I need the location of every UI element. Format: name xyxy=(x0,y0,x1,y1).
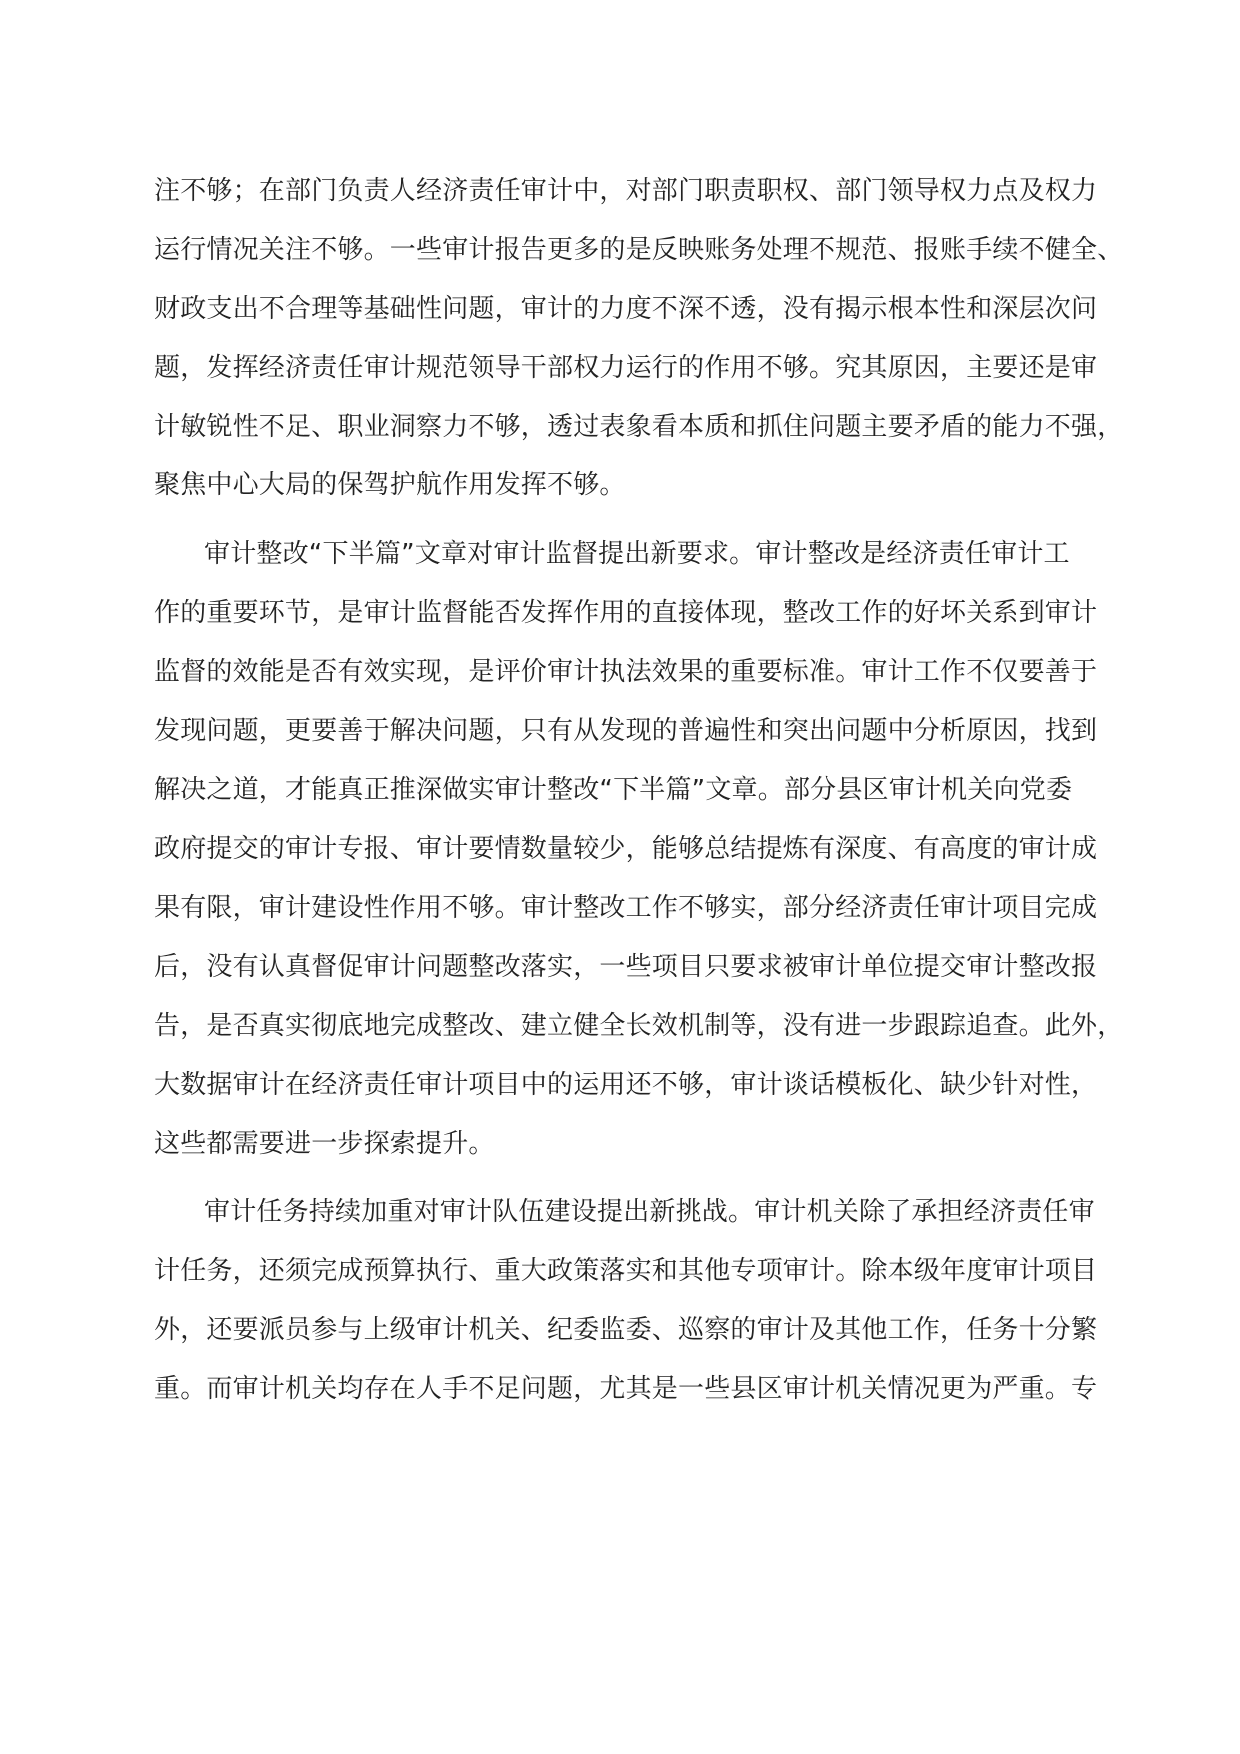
text-line: 运行情况关注不够。一些审计报告更多的是反映账务处理不规范、报账手续不健全、 xyxy=(154,235,1124,265)
text-line: 大数据审计在经济责任审计项目中的运用还不够，审计谈话模板化、缺少针对性， xyxy=(154,1070,1098,1100)
text-line: 审计任务持续加重对审计队伍建设提出新挑战。审计机关除了承担经济责任审 xyxy=(204,1197,1095,1227)
text-line: 作的重要环节，是审计监督能否发挥作用的直接体现，整改工作的好坏关系到审计 xyxy=(154,598,1098,628)
text-line: 注不够；在部门负责人经济责任审计中，对部门职责职权、部门领导权力点及权力 xyxy=(154,176,1098,206)
text-line: 审计整改“下半篇”文章对审计监督提出新要求。审计整改是经济责任审计工 xyxy=(204,539,1070,569)
text-line: 题，发挥经济责任审计规范领导干部权力运行的作用不够。究其原因，主要还是审 xyxy=(154,353,1098,383)
text-line: 解决之道，才能真正推深做实审计整改“下半篇”文章。部分县区审计机关向党委 xyxy=(154,775,1073,805)
text-line: 监督的效能是否有效实现，是评价审计执法效果的重要标准。审计工作不仅要善于 xyxy=(154,657,1098,687)
text-line: 聚焦中心大局的保驾护航作用发挥不够。 xyxy=(154,470,626,500)
text-line: 财政支出不合理等基础性问题，审计的力度不深不透，没有揭示根本性和深层次问 xyxy=(154,294,1098,324)
text-line: 这些都需要进一步探索提升。 xyxy=(154,1129,495,1159)
text-line: 发现问题，更要善于解决问题，只有从发现的普遍性和突出问题中分析原因，找到 xyxy=(154,716,1098,746)
text-line: 计任务，还须完成预算执行、重大政策落实和其他专项审计。除本级年度审计项目 xyxy=(154,1256,1098,1286)
text-line: 外，还要派员参与上级审计机关、纪委监委、巡察的审计及其他工作，任务十分繁 xyxy=(154,1315,1098,1345)
text-line: 果有限，审计建设性作用不够。审计整改工作不够实，部分经济责任审计项目完成 xyxy=(154,893,1098,923)
text-line: 政府提交的审计专报、审计要情数量较少，能够总结提炼有深度、有高度的审计成 xyxy=(154,834,1098,864)
text-line: 计敏锐性不足、职业洞察力不够，透过表象看本质和抓住问题主要矛盾的能力不强， xyxy=(154,412,1124,442)
text-line: 重。而审计机关均存在人手不足问题，尤其是一些县区审计机关情况更为严重。专 xyxy=(154,1374,1098,1404)
text-line: 告，是否真实彻底地完成整改、建立健全长效机制等，没有进一步跟踪追查。此外， xyxy=(154,1011,1124,1041)
text-line: 后，没有认真督促审计问题整改落实，一些项目只要求被审计单位提交审计整改报 xyxy=(154,952,1098,982)
